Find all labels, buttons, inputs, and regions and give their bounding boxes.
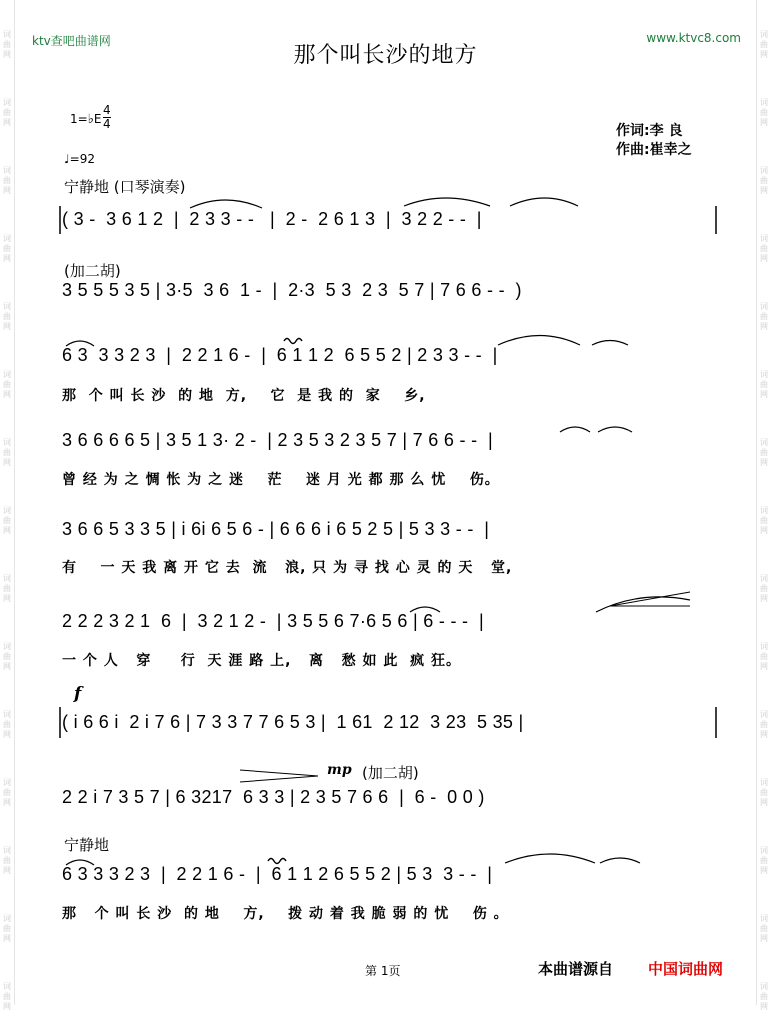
watermark-text: 词 曲 网 <box>760 370 768 399</box>
instrument-mark: (加二胡) <box>64 262 121 280</box>
watermark-text: 词 曲 网 <box>760 574 768 603</box>
watermark-text: 词 曲 网 <box>3 846 11 875</box>
source-label: 本曲谱源自 <box>538 960 614 978</box>
dynamic-mezzo-piano: mp <box>327 762 352 778</box>
lyric-line: 有 一 天 我 离 开 它 去 流 浪, 只 为 寻 找 心 灵 的 天 堂, <box>62 560 513 576</box>
watermark-text: 词 曲 网 <box>760 982 768 1011</box>
score-line: ( 3 - 3 6 1 2 | 2 3 3 - - | 2 - 2 6 1 3 | 3 2 2 - - | <box>62 209 482 229</box>
site-url-right[interactable]: www.ktvc8.com <box>646 31 741 45</box>
lyric-line: 曾 经 为 之 惆 怅 为 之 迷 茫 迷 月 光 都 那 么 忧 伤。 <box>62 472 500 488</box>
score-line: 2 2 i 7 3 5 7 | 6 3217 6 3 3 | 2 3 5 7 6 6 | 6 - 0 0 ) <box>62 787 485 807</box>
watermark-text: 词 曲 网 <box>760 438 768 467</box>
watermark-text: 词 曲 网 <box>760 778 768 807</box>
score-line: 6 3 3 3 2 3 | 2 2 1 6 - | 6 1 1 2 6 5 5 2 | 2 3 3 - - | <box>62 345 498 365</box>
composer-credit: 作曲:崔幸之 <box>616 142 692 158</box>
expression-mark: 宁静地 (口琴演奏) <box>64 178 186 196</box>
watermark-text: 词 曲 网 <box>3 98 11 127</box>
meter-bottom: 4 <box>103 117 111 131</box>
watermark-text: 词 曲 网 <box>3 370 11 399</box>
site-logo-left[interactable]: ktv查吧曲谱网 <box>32 34 111 48</box>
watermark-text: 词 曲 网 <box>760 846 768 875</box>
watermark-text: 词 曲 网 <box>3 302 11 331</box>
expression-mark: 宁静地 <box>64 836 110 854</box>
watermark-text: 词 曲 网 <box>3 166 11 195</box>
lyricist-credit: 作词:李 良 <box>616 123 683 139</box>
watermark-text: 词 曲 网 <box>760 302 768 331</box>
watermark-text: 词 曲 网 <box>760 166 768 195</box>
lyric-line: 那 个 叫 长 沙 的 地 方, 拨 动 着 我 脆 弱 的 忧 伤 。 <box>62 906 509 922</box>
tempo-mark: ♩=92 <box>64 152 95 166</box>
lyric-line: 一 个 人 穿 行 天 涯 路 上, 离 愁 如 此 疯 狂。 <box>62 653 462 669</box>
watermark-text: 词 曲 网 <box>3 710 11 739</box>
watermark-text: 词 曲 网 <box>760 30 768 59</box>
page-number: 第 1页 <box>365 964 401 978</box>
score-line: 3 5 5 5 3 5 | 3·5 3 6 1 - | 2·3 5 3 2 3 5 7 | 7 6 6 - - ) <box>62 280 522 300</box>
watermark-text: 词 曲 网 <box>760 506 768 535</box>
watermark-text: 词 曲 网 <box>3 30 11 59</box>
watermark-text: 词 曲 网 <box>760 642 768 671</box>
score-line: 3 6 6 6 6 5 | 3 5 1 3· 2 - | 2 3 5 3 2 3 5 7 | 7 6 6 - - | <box>62 430 493 450</box>
score-line: 3 6 6 5 3 3 5 | i 6i 6 5 6 - | 6 6 6 i 6 5 2 5 | 5 3 3 - - | <box>62 519 490 539</box>
watermark-text: 词 曲 网 <box>760 234 768 263</box>
score-line: ( i 6 6 i 2 i 7 6 | 7 3 3 7 7 6 5 3 | 1 61 2 12 3 23 5 35 | <box>62 712 524 732</box>
meter-top: 4 <box>103 103 111 117</box>
watermark-text: 词 曲 网 <box>760 98 768 127</box>
watermark-text: 词 曲 网 <box>3 234 11 263</box>
watermark-text: 词 曲 网 <box>3 982 11 1011</box>
page-title: 那个叫长沙的地方 <box>293 43 478 68</box>
watermark-text: 词 曲 网 <box>3 506 11 535</box>
watermark-text: 词 曲 网 <box>760 710 768 739</box>
lyric-line: 那 个 叫 长 沙 的 地 方, 它 是 我 的 家 乡, <box>62 388 426 404</box>
watermark-text: 词 曲 网 <box>3 642 11 671</box>
watermark-text: 词 曲 网 <box>760 914 768 943</box>
watermark-text: 词 曲 网 <box>3 778 11 807</box>
watermark-text: 词 曲 网 <box>3 438 11 467</box>
watermark-text: 词 曲 网 <box>3 914 11 943</box>
dynamic-forte: f <box>74 684 82 704</box>
source-site-link[interactable]: 中国词曲网 <box>648 960 724 978</box>
key-signature: 1=♭E <box>70 112 102 127</box>
score-line: 6 3 3 3 2 3 | 2 2 1 6 - | 6 1 1 2 6 5 5 2 | 5 3 3 - - | <box>62 864 493 884</box>
instrument-mark: (加二胡) <box>362 764 419 782</box>
score-line: 2 2 2 3 2 1 6 | 3 2 1 2 - | 3 5 5 6 7·6 5 6 | 6 - - - | <box>62 611 484 631</box>
watermark-text: 词 曲 网 <box>3 574 11 603</box>
